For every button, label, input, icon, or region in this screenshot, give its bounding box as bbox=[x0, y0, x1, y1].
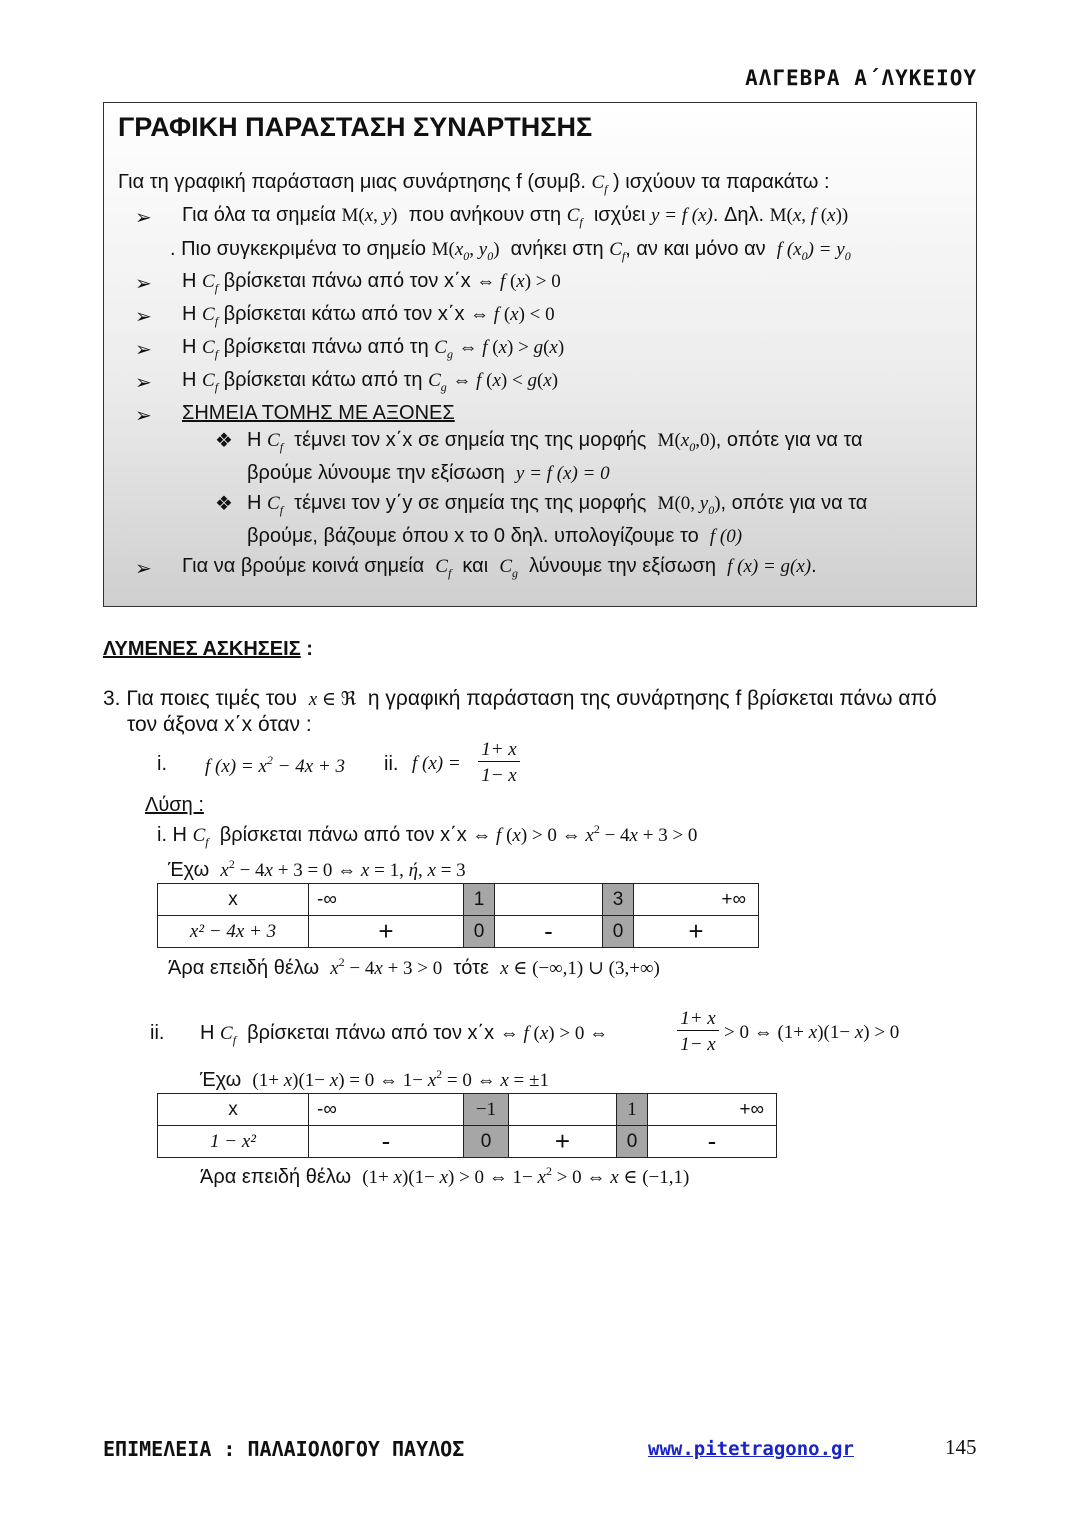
bullet-common-points: Για να βρούμε κοινά σημεία $C_f$ και $C_g$ λύνουμε την εξίσωση f (x) = g(x). bbox=[182, 555, 817, 580]
solution-i: i. Η $C_f$ βρίσκεται πάνω από τον x΄x ⇔ f (x) > 0 ⇔ $x^2 - 4x + 3 > 0$ bbox=[157, 822, 698, 849]
intersection-yy: Η $C_f$ τέμνει τον y΄y σε σημεία της της μορφής M(0, $y_0$), οπότε για να τα bbox=[247, 492, 868, 517]
solution-ii: Η $C_f$ βρίσκεται πάνω από τον x΄x ⇔ f (x) > 0 ⇔ bbox=[200, 1022, 609, 1047]
part-ii-label: ii. bbox=[384, 753, 399, 775]
table-plus-infinity: +∞ bbox=[648, 1094, 777, 1126]
part-ii-label-solution: ii. bbox=[150, 1022, 165, 1044]
table-root: 1 bbox=[617, 1094, 648, 1126]
arrow-icon: ➢ bbox=[135, 339, 152, 361]
arrow-icon: ➢ bbox=[135, 207, 152, 229]
part-ii-function: f (x) = bbox=[412, 753, 461, 774]
solution-ii-roots: Έχω (1+ x)(1− x) = 0 ⇔ $1- x^2 = 0$ ⇔ x = ±1 bbox=[200, 1067, 549, 1091]
table-expression: 1 − x² bbox=[158, 1126, 309, 1158]
table-zero: 0 bbox=[464, 916, 495, 948]
footer-website-link[interactable]: www.pitetragono.gr bbox=[648, 1438, 854, 1460]
part-i-function: f $(x) = x^2 - 4x + 3$ bbox=[205, 753, 345, 777]
table-plus-infinity: +∞ bbox=[634, 884, 759, 916]
table-minus-infinity: -∞ bbox=[309, 884, 464, 916]
sign-table-2 bbox=[157, 1093, 777, 1158]
table-x-header: x bbox=[158, 884, 309, 916]
table-minus-infinity: -∞ bbox=[309, 1094, 464, 1126]
footer-editor: ΕΠΙΜΕΛΕΙΑ : ΠΑΛΑΙΟΛΟΓΟΥ ΠΑΥΛΟΣ bbox=[103, 1437, 465, 1461]
question-3: 3. Για ποιες τιμές του x ∈ ℜ η γραφική παράσταση της συνάρτησης f βρίσκεται πάνω από bbox=[103, 687, 937, 710]
intro-line: Για τη γραφική παράσταση μιας συνάρτησης f (συμβ. $C_f$ ) ισχύουν τα παρακάτω : bbox=[118, 171, 830, 196]
table-sign: + bbox=[509, 1126, 617, 1158]
table-root: −1 bbox=[464, 1094, 509, 1126]
table-root: 1 bbox=[464, 884, 495, 916]
diamond-bullet-icon: ❖ bbox=[215, 493, 233, 515]
fraction-denominator: 1− x bbox=[680, 1034, 716, 1055]
solution-ii-rest: > 0 ⇔ (1+ x)(1− x) > 0 bbox=[724, 1022, 900, 1043]
bullet-points-on-graph-cont: . Πιο συγκεκριμένα το σημείο $M(x_0$, $y_0$) ανήκει στη $C_f$, αν και μόνο αν f $(x_0) = y_0$ bbox=[170, 238, 851, 263]
arrow-icon: ➢ bbox=[135, 558, 152, 580]
intersection-xx: Η $C_f$ τέμνει τον x΄x σε σημεία της της μορφής $M(x_0,0)$, οπότε για να τα bbox=[247, 429, 863, 454]
intersections-title: ΣΗΜΕΙΑ ΤΟΜΗΣ ΜΕ ΑΞΟΝΕΣ bbox=[182, 402, 455, 424]
sign-table-1 bbox=[157, 883, 759, 948]
page-number: 145 bbox=[945, 1435, 977, 1459]
question-3-cont: τον άξονα x΄x όταν : bbox=[127, 713, 312, 736]
table-sign: - bbox=[648, 1126, 777, 1158]
arrow-icon: ➢ bbox=[135, 306, 152, 328]
table-x-header: x bbox=[158, 1094, 309, 1126]
table-zero: 0 bbox=[617, 1126, 648, 1158]
table-sign: + bbox=[634, 916, 759, 948]
table-sign: - bbox=[495, 916, 603, 948]
table-root: 3 bbox=[603, 884, 634, 916]
arrow-icon: ➢ bbox=[135, 273, 152, 295]
solution-i-roots: Έχω $x^2 - 4x + 3 = 0$ ⇔ x = 1, ή, x = 3 bbox=[168, 857, 466, 881]
bullet-below-xx: Η $C_f$ βρίσκεται κάτω από τον x΄x ⇔ f (x) < 0 bbox=[182, 303, 555, 328]
table-sign: + bbox=[309, 916, 464, 948]
conclusion-i: Άρα επειδή θέλω $x^2 - 4x + 3 > 0$ τότε x ∈ (−∞,1) ∪ (3,+∞) bbox=[168, 955, 660, 979]
table-sign: - bbox=[309, 1126, 464, 1158]
bullet-above-xx: Η $C_f$ βρίσκεται πάνω από τον x΄x ⇔ f (x) > 0 bbox=[182, 270, 561, 295]
bullet-below-cg: Η $C_f$ βρίσκεται κάτω από τη $C_g$ ⇔ f (x) < g(x) bbox=[182, 369, 559, 394]
solution-label: Λύση : bbox=[145, 794, 204, 816]
diamond-bullet-icon: ❖ bbox=[215, 430, 233, 452]
arrow-icon: ➢ bbox=[135, 372, 152, 394]
arrow-icon: ➢ bbox=[135, 405, 152, 427]
table-expression: x² − 4x + 3 bbox=[158, 916, 309, 948]
intersection-yy-cont: βρούμε, βάζουμε όπου x το 0 δηλ. υπολογίζουμε το f (0) bbox=[247, 525, 743, 547]
bullet-above-cg: Η $C_f$ βρίσκεται πάνω από τη $C_g$ ⇔ f (x) > g(x) bbox=[182, 336, 565, 361]
header-title: ΑΛΓΕΒΡΑ Α΄ΛΥΚΕΙΟΥ bbox=[745, 66, 977, 90]
bullet-points-on-graph: Για όλα τα σημεία M(x, y) που ανήκουν στη $C_f$ ισχύει y = f (x). Δηλ. M(x, f (x)) bbox=[182, 204, 849, 229]
table-zero: 0 bbox=[603, 916, 634, 948]
intersection-xx-cont: βρούμε λύνουμε την εξίσωση y = f (x) = 0 bbox=[247, 462, 610, 484]
conclusion-ii: Άρα επειδή θέλω (1+ x)(1− x) > 0 ⇔ $1- x^2 > 0$ ⇔ x ∈ (−1,1) bbox=[200, 1164, 690, 1188]
solved-heading: ΛΥΜΕΝΕΣ ΑΣΚΗΣΕΙΣ : bbox=[103, 638, 313, 660]
table-zero: 0 bbox=[464, 1126, 509, 1158]
fraction-denominator: 1− x bbox=[481, 765, 517, 786]
box-title: ΓΡΑΦΙΚΗ ΠΑΡΑΣΤΑΣΗ ΣΥΝΑΡΤΗΣΗΣ bbox=[118, 112, 593, 142]
fraction-numerator: 1+ x bbox=[677, 1008, 719, 1031]
fraction-numerator: 1+ x bbox=[478, 739, 520, 762]
part-i-label: i. bbox=[157, 753, 167, 775]
